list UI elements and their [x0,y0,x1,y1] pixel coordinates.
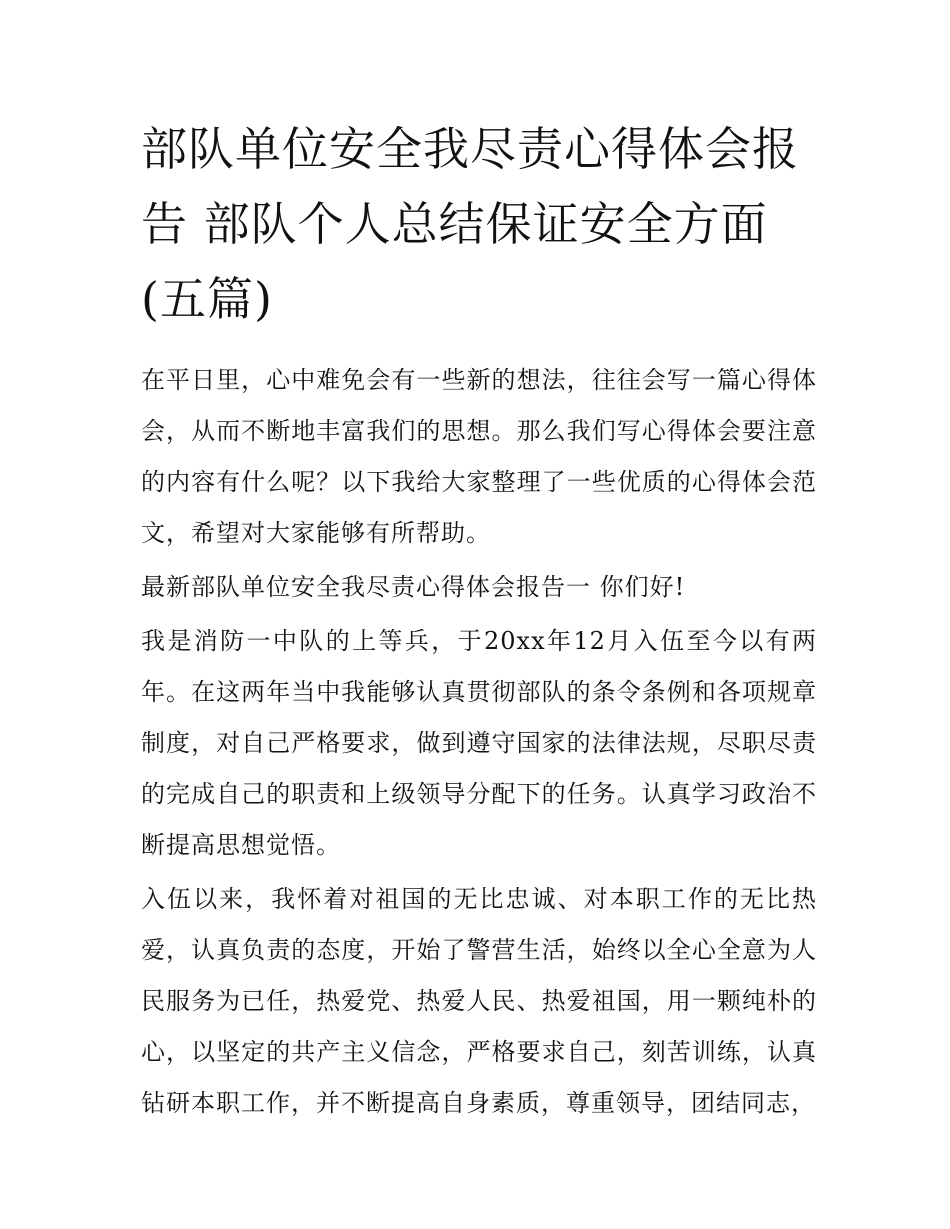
document-body [141,355,817,1132]
paragraph-self-introduction: 我是消防一中队的上等兵，于20xx年12月入伍至今以有两年。在这两年当中我能够认真贯彻部队的条令条例和各项规章制度，对自己严格要求，做到遵守国家的法律法规，尽职尽责的完成自己的职责和上级领导分配下的任务。认真学习政治不断提高思想觉悟。 [141,627,817,859]
paragraph-service-since-enlistment: 入伍以来，我怀着对祖国的无比忠诚、对本职工作的无比热爱，认真负责的态度，开始了警营生活，始终以全心全意为人民服务为已任，热爱党、热爱人民、热爱祖国，用一颗纯朴的心，以坚定的共产主义信念，严格要求自己，刻苦训练，认真钻研本职工作，并不断提高自身素质，尊重领导，团结同志， [141,885,817,1117]
document-title: 部队单位安全我尽责心得体会报告 部队个人总结保证安全方面(五篇) [141,122,799,326]
paragraph-intro: 在平日里，心中难免会有一些新的想法，往往会写一篇心得体会，从而不断地丰富我们的思想。那么我们写心得体会要注意的内容有什么呢？以下我给大家整理了一些优质的心得体会范文，希望对大家能够有所帮助。 [141,366,817,547]
paragraph-section-heading: 最新部队单位安全我尽责心得体会报告一 你们好! [141,573,686,601]
